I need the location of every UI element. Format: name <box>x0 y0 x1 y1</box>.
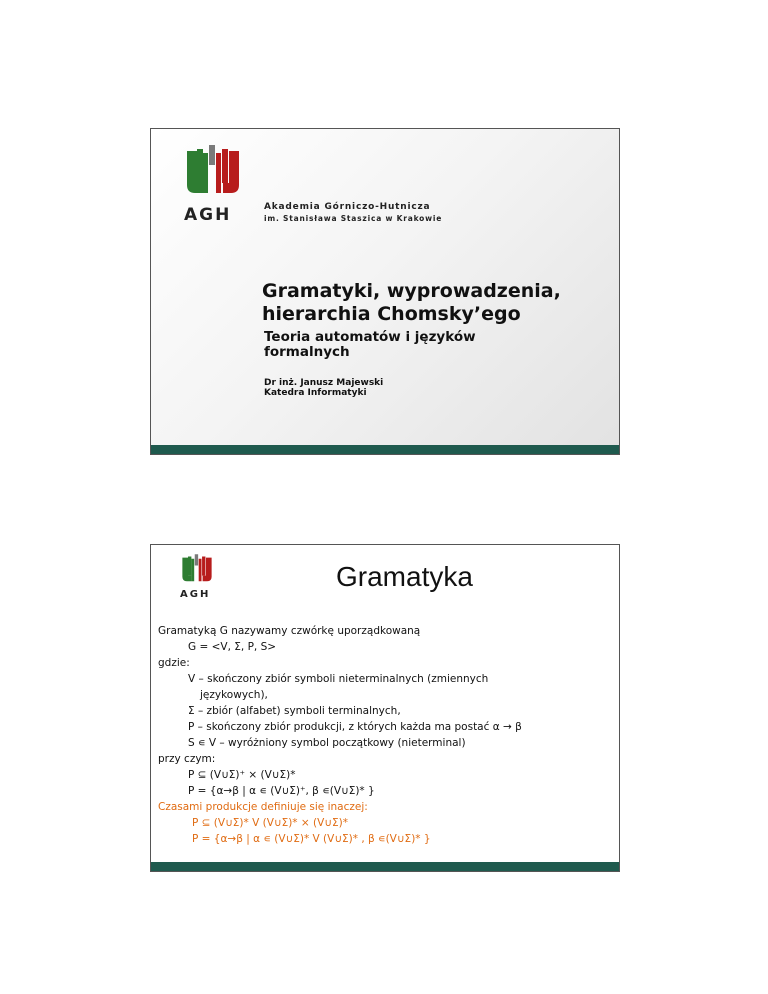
title-line-2: hierarchia Chomsky’ego <box>262 303 521 325</box>
logo-text: AGH <box>184 205 232 225</box>
slide-title <box>262 280 602 326</box>
alt-p-subset-formula: P ⊆ (V∪Σ)* V (V∪Σ)* × (V∪Σ)* <box>192 817 348 829</box>
bottom-bar <box>151 445 619 454</box>
condition-label: przy czym: <box>158 753 216 765</box>
s-description: S ∊ V – wyróżniony symbol początkowy (nieterminal) <box>188 737 466 749</box>
where-label: gdzie: <box>158 657 190 669</box>
subtitle-line-2: formalnych <box>264 344 350 360</box>
university-line-2: im. Stanisława Staszica w Krakowie <box>264 214 443 223</box>
author-block <box>264 378 383 398</box>
slide-title: Gramatyka <box>336 561 473 592</box>
agh-logo-mark-icon <box>179 553 215 587</box>
alt-p-set-formula: P = {α→β | α ∊ (V∪Σ)* V (V∪Σ)* , β ∊(V∪Σ)* } <box>192 833 431 845</box>
alternative-note: Czasami produkcje definiuje się inaczej: <box>158 801 368 813</box>
p-subset-formula: P ⊆ (V∪Σ)⁺ × (V∪Σ)* <box>188 769 296 781</box>
v-description: V – skończony zbiór symboli nieterminalnych (zmiennych językowych), <box>188 673 489 701</box>
title-line-1: Gramatyki, wyprowadzenia, <box>262 280 561 302</box>
author-department: Katedra Informatyki <box>264 388 367 398</box>
subtitle-line-1: Teoria automatów i języków <box>264 329 476 345</box>
bottom-bar <box>151 862 619 871</box>
agh-logo <box>181 145 245 201</box>
sigma-description: Σ – zbiór (alfabet) symboli terminalnych, <box>188 705 401 717</box>
title-slide <box>150 128 620 455</box>
agh-logo <box>179 553 215 587</box>
grammar-tuple: G = <V, Σ, P, S> <box>188 641 277 653</box>
definition-line: Gramatyką G nazywamy czwórkę uporządkowaną <box>158 625 421 637</box>
slide-body <box>158 623 616 847</box>
author-name: Dr inż. Janusz Majewski <box>264 378 384 388</box>
university-name <box>264 201 442 225</box>
p-set-formula: P = {α→β | α ∊ (V∪Σ)⁺, β ∊(V∪Σ)* } <box>188 785 375 797</box>
logo-text: AGH <box>180 589 211 600</box>
slide-subtitle <box>264 330 594 360</box>
university-line-1: Akademia Górniczo-Hutnicza <box>264 202 431 212</box>
content-slide <box>150 544 620 872</box>
p-description: P – skończony zbiór produkcji, z których każda ma postać α → β <box>188 721 522 733</box>
agh-logo-mark-icon <box>181 145 245 201</box>
